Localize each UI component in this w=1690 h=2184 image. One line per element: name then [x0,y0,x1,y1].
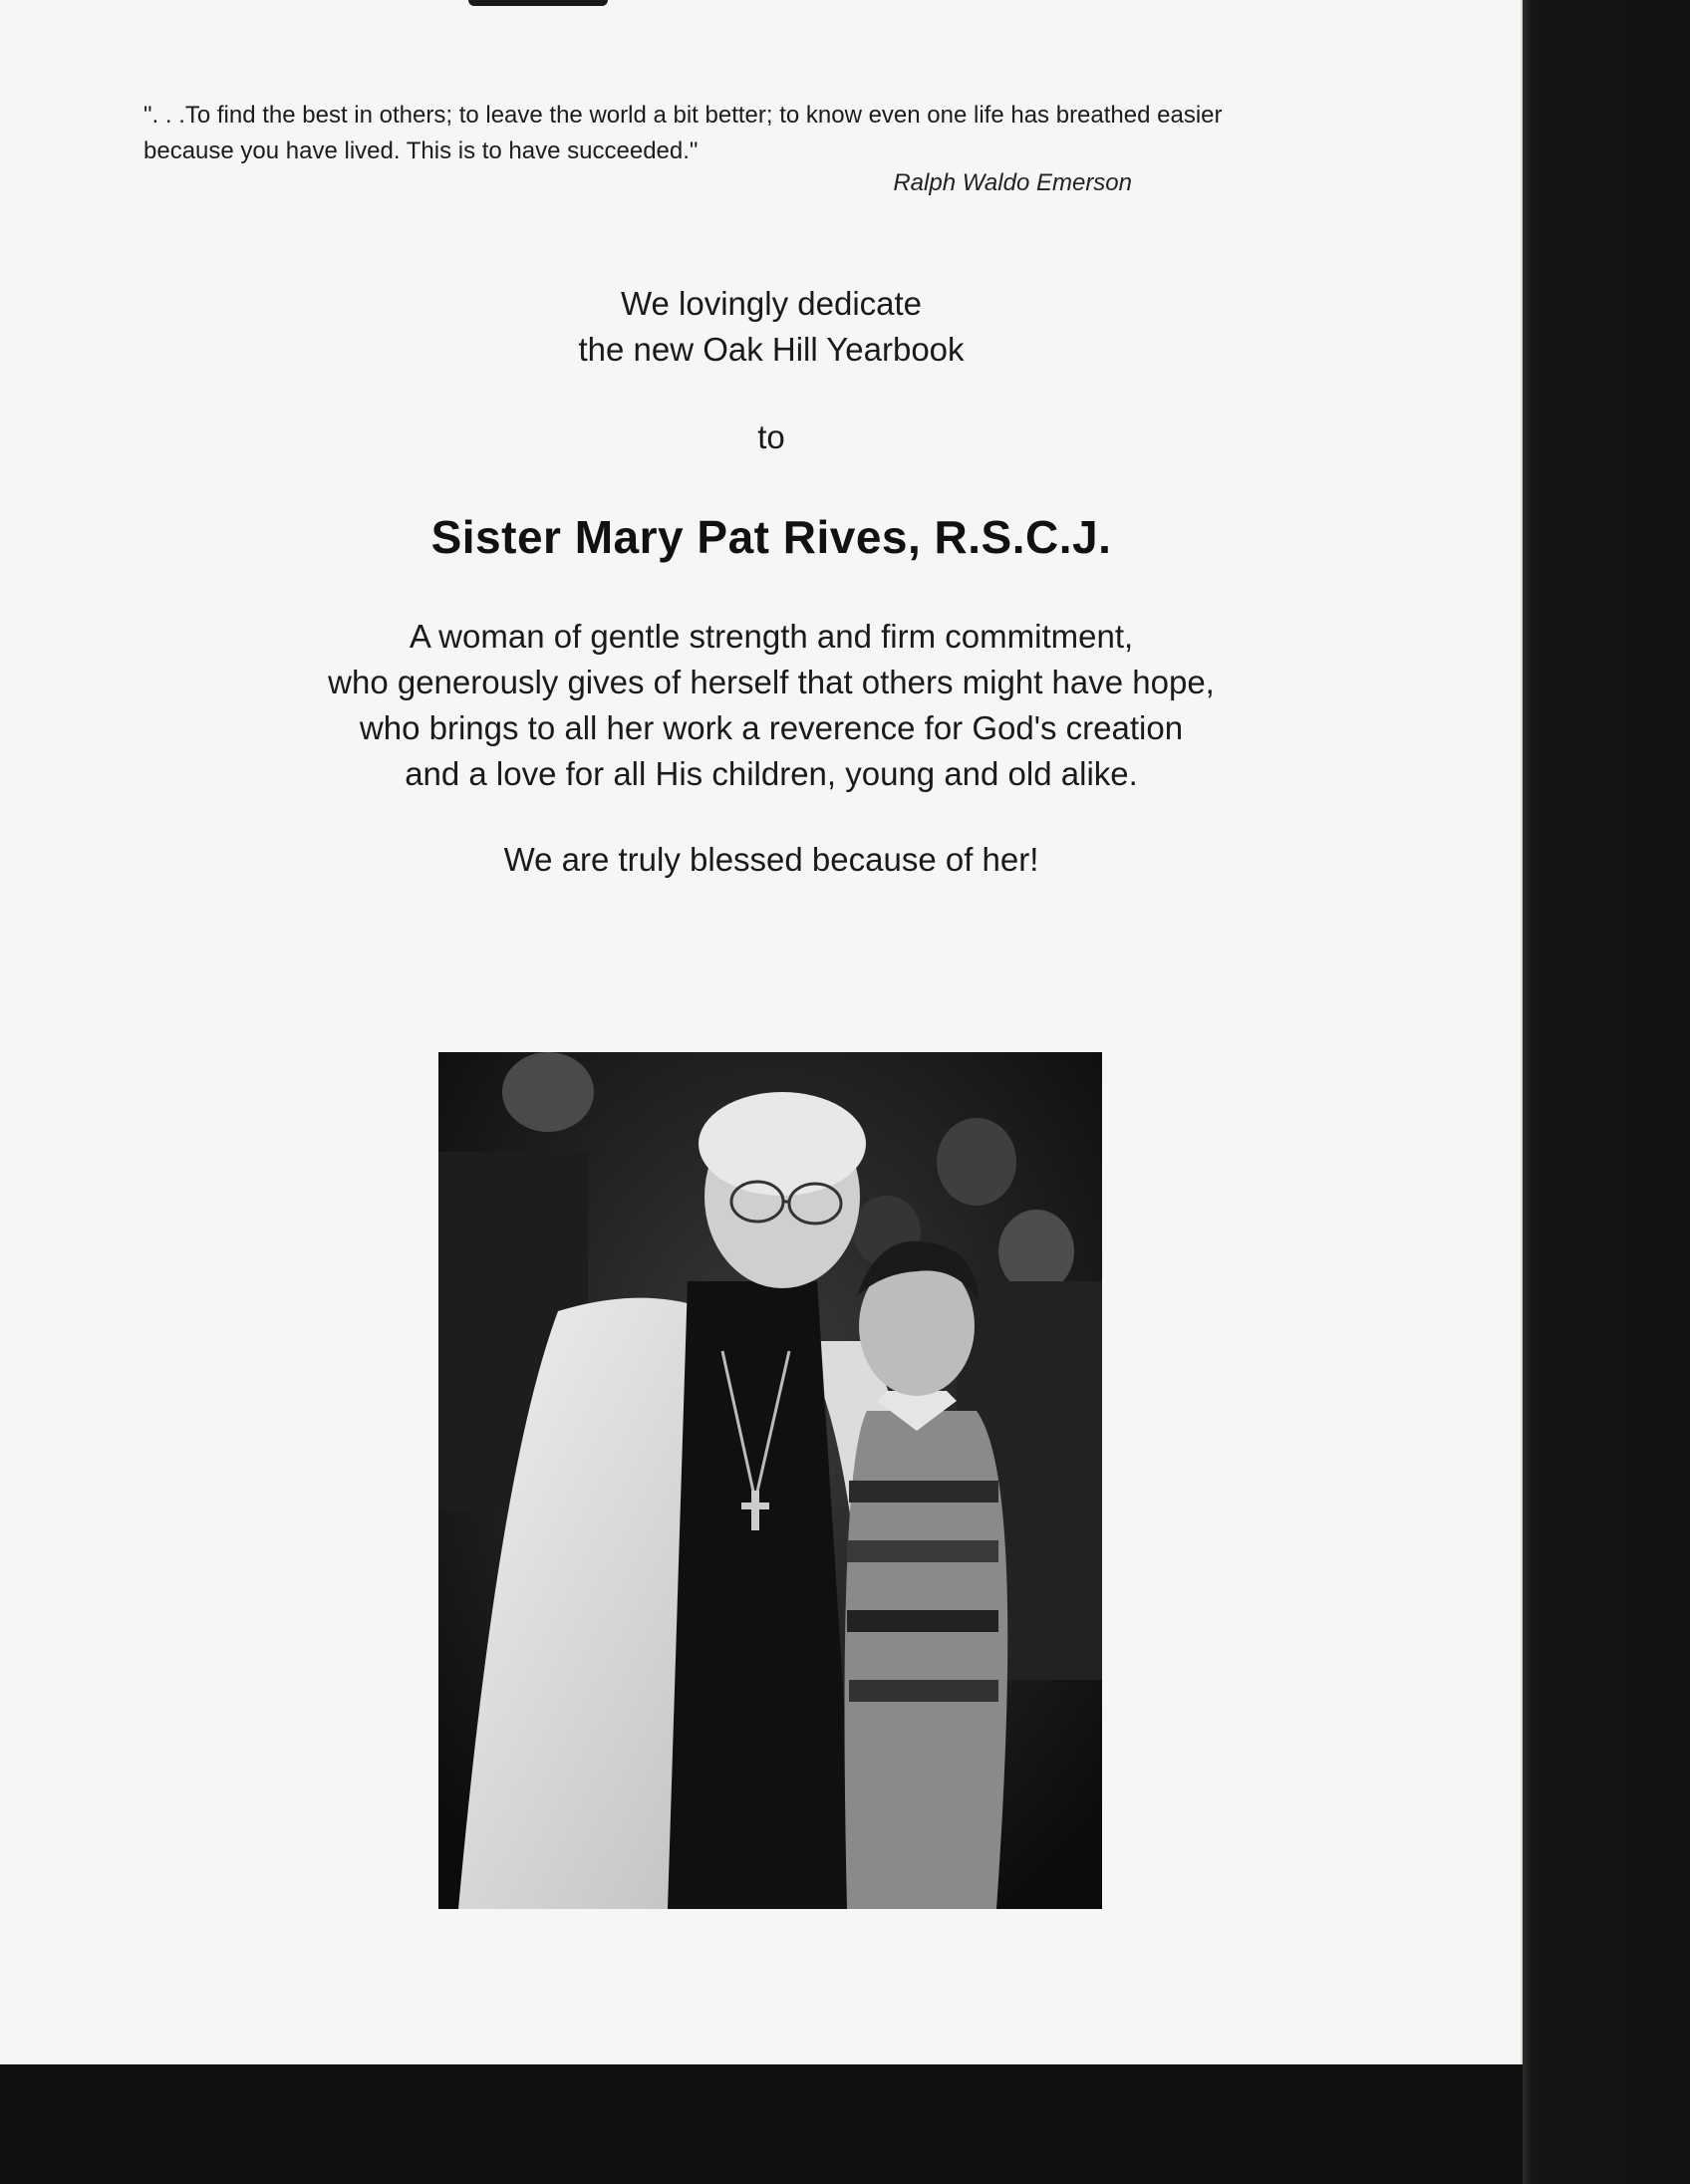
photo-illustration [438,1052,1102,1909]
dedication-to: to [757,418,785,455]
binding-notch [468,0,608,6]
tribute-text [0,614,1543,797]
dedication-line: We lovingly dedicate [620,285,923,322]
closing-line: We are truly blessed because of her! [503,841,1039,878]
tribute-line: who brings to all her work a reverence for God's creation [359,709,1184,746]
tribute-line: and a love for all His children, young and old alike. [405,755,1138,792]
scan-edge-shadow [1523,0,1690,2184]
dedication-line: the new Oak Hill Yearbook [578,331,965,368]
tribute-line: A woman of gentle strength and firm commitment, [409,618,1134,655]
quote-author: Ralph Waldo Emerson [893,169,1132,196]
honoree-name: Sister Mary Pat Rives, R.S.C.J. [430,511,1112,563]
tribute-line: who generously gives of herself that others might have hope, [328,664,1215,700]
dedication-photo [438,1052,1102,1909]
emerson-quote: ". . .To find the best in others; to leave the world a bit better; to know even one life has breathed easier because you have lived. This is to have succeeded." [143,102,1223,164]
dedication-heading [0,281,1543,373]
